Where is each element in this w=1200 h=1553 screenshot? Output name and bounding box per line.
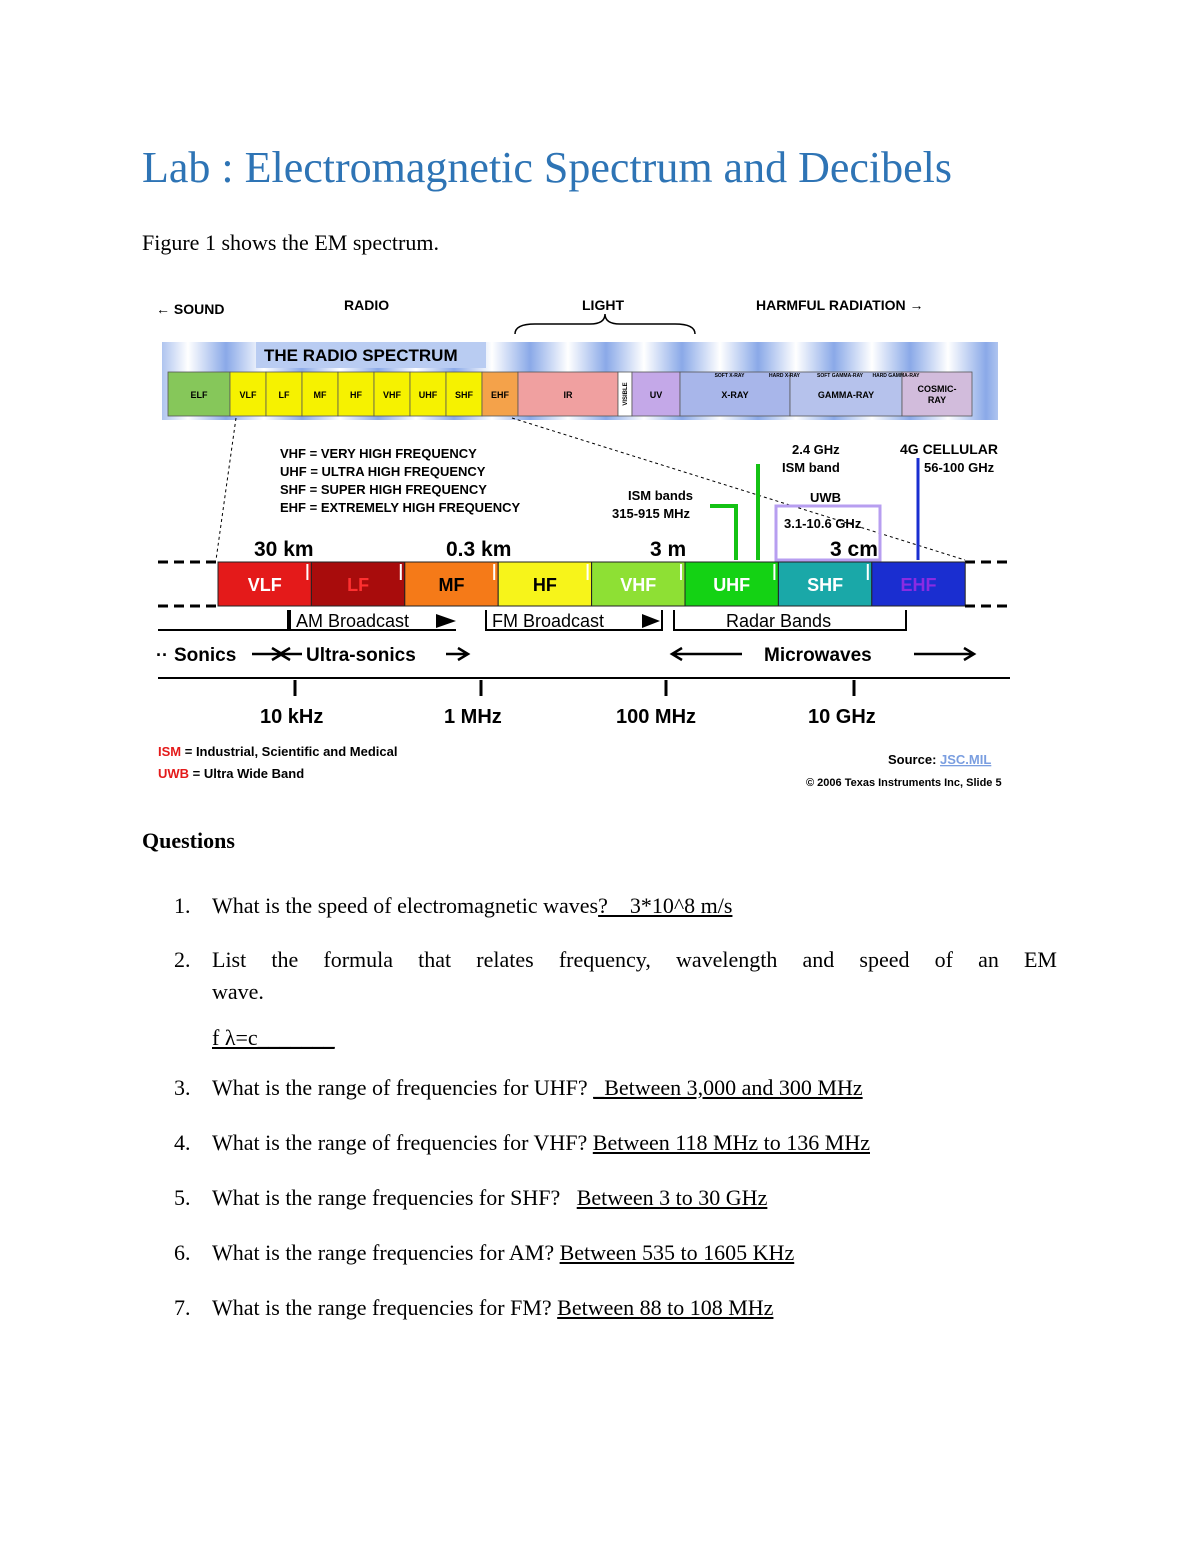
question-number: 5.: [174, 1185, 191, 1210]
answer-text: ? 3*10^8 m/s: [598, 893, 733, 918]
top-band-label-visible: VISIBLE: [623, 382, 629, 406]
spectrum-title: THE RADIO SPECTRUM: [264, 346, 458, 365]
question-7: [142, 1292, 1057, 1324]
top-band-label-uv: UV: [649, 390, 663, 400]
uwb-label: UWB: [810, 490, 842, 505]
frequency-1mhz: 1 MHz: [444, 706, 502, 728]
answer-text: Between 88 to 108 MHz: [557, 1295, 774, 1320]
main-band-row: [218, 562, 965, 606]
sub-band-label: SOFT X-RAY: [714, 373, 745, 379]
legend-uwb: UWB = Ultra Wide Band: [158, 766, 305, 781]
zoom-line-right: [512, 418, 965, 560]
wavelength-3cm: 3 cm: [830, 538, 878, 561]
microwaves-left-arrow: [672, 648, 742, 660]
wavelength-3m: 3 m: [650, 538, 687, 561]
definition-uhf: UHF = ULTRA HIGH FREQUENCY: [280, 464, 486, 479]
microwaves-right-arrow: [914, 648, 974, 660]
top-band-label-uhf: UHF: [418, 390, 438, 400]
answer-text: Between 118 MHz to 136 MHz: [592, 1130, 870, 1155]
zoom-line-left: [216, 418, 236, 560]
question-5: [142, 1182, 1057, 1214]
em-spectrum-figure: [150, 288, 1030, 798]
question-4: [142, 1127, 1057, 1159]
fm-broadcast-arrow: [642, 614, 660, 628]
definition-ehf: EHF = EXTREMELY HIGH FREQUENCY: [280, 500, 521, 515]
top-band-label-mf: MF: [313, 390, 327, 400]
answer-text: f λ=c_______: [212, 1025, 335, 1050]
question-text: What is the range of frequencies for UHF?: [212, 1075, 594, 1100]
ism-bands-range: 315-915 MHz: [612, 506, 691, 521]
question-text: What is the range frequencies for SHF?: [212, 1185, 577, 1210]
top-band-label-lf: LF: [278, 390, 290, 400]
ultra-sonics-arrow: [446, 648, 468, 660]
sonics-arrows: [252, 648, 302, 660]
ultra-sonics-label: Ultra-sonics: [306, 645, 416, 666]
top-band-label-ehf: EHF: [491, 390, 509, 400]
wavelength-30km: 30 km: [254, 538, 314, 561]
question-number: 7.: [174, 1295, 191, 1320]
answer-text: _Between 3,000 and 300 MHz: [593, 1075, 863, 1100]
cellular-range: 56-100 GHz: [924, 460, 995, 475]
question-number: 6.: [174, 1240, 191, 1265]
copyright: © 2006 Texas Instruments Inc, Slide 5: [806, 777, 1002, 789]
main-band-label-shf: SHF: [807, 575, 844, 595]
question-number: 1.: [174, 893, 191, 918]
sub-band-label: SOFT GAMMA-RAY: [817, 373, 863, 379]
top-band-label-x-ray: X-RAY: [721, 390, 749, 400]
fm-broadcast-label: FM Broadcast: [492, 611, 605, 631]
am-broadcast-label: AM Broadcast: [296, 611, 410, 631]
cellular-label: 4G CELLULAR: [900, 441, 998, 457]
top-band-label-vlf: VLF: [239, 390, 257, 400]
question-text: What is the range frequencies for AM?: [212, 1240, 560, 1265]
top-band-label-elf: ELF: [190, 390, 208, 400]
question-text: What is the range of frequencies for VHF?: [212, 1130, 593, 1155]
top-band-label-shf: SHF: [455, 390, 473, 400]
definition-vhf: VHF = VERY HIGH FREQUENCY: [280, 446, 477, 461]
answer-text: Between 535 to 1605 KHz: [559, 1240, 795, 1265]
microwaves-label: Microwaves: [764, 645, 872, 666]
frequency-10ghz: 10 GHz: [808, 706, 876, 728]
question-text-line1: List the formula that relates frequency, wavelength and speed of an EM: [212, 947, 1057, 972]
top-band-label-gamma-ray: GAMMA-RAY: [817, 390, 875, 400]
question-number: 2.: [174, 947, 191, 972]
light-label: LIGHT: [582, 297, 624, 313]
main-band-label-lf: LF: [347, 575, 370, 595]
light-brace: [515, 314, 695, 334]
question-3: [142, 1072, 1057, 1104]
ism-bands-label: ISM bands: [628, 488, 694, 503]
main-band-label-mf: MF: [438, 575, 465, 595]
question-text: What is the speed of electromagnetic waves: [212, 893, 599, 918]
sub-band-label: HARD X-RAY: [769, 373, 800, 379]
sonics-prefix: ··: [156, 645, 168, 665]
ism-bands-marker: [710, 506, 736, 560]
main-band-label-vhf: VHF: [620, 575, 657, 595]
definition-shf: SHF = SUPER HIGH FREQUENCY: [280, 482, 487, 497]
question-number: 3.: [174, 1075, 191, 1100]
sound-label: ← SOUND: [156, 301, 225, 317]
top-band-label-cosmic-ray: COSMIC-RAY: [917, 384, 957, 405]
question-text-line2: wave.: [212, 979, 264, 1004]
main-band-label-hf: HF: [532, 575, 557, 595]
uwb-range: 3.1-10.6 GHz: [784, 516, 862, 531]
question-list: [142, 890, 1057, 1324]
frequency-10khz: 10 kHz: [260, 706, 324, 728]
top-band-label-ir: IR: [563, 390, 573, 400]
source-credit: Source: JSC.MIL: [888, 752, 992, 767]
harmful-label: HARMFUL RADIATION →: [756, 297, 924, 313]
main-band-label-vlf: VLF: [247, 575, 282, 595]
am-broadcast-arrow: [436, 614, 456, 628]
top-band-label-hf: HF: [350, 390, 362, 400]
sonics-label: Sonics: [174, 645, 237, 666]
sub-band-label: HARD GAMMA-RAY: [872, 373, 920, 379]
radar-bands-label: Radar Bands: [726, 611, 832, 631]
question-2: [142, 944, 1057, 1054]
legend-ism: ISM = Industrial, Scientific and Medical: [158, 744, 398, 759]
question-1: [142, 890, 1057, 922]
am-bracket: [158, 610, 288, 630]
questions-heading: Questions: [142, 828, 235, 853]
ism-24-band: ISM band: [782, 460, 840, 475]
main-band-label-uhf: UHF: [713, 575, 751, 595]
top-band-label-vhf: VHF: [383, 390, 401, 400]
radio-label: RADIO: [344, 297, 390, 313]
main-band-label-ehf: EHF: [900, 575, 937, 595]
wavelength-0-3km: 0.3 km: [446, 538, 512, 561]
ism-24-label: 2.4 GHz: [792, 442, 840, 457]
question-6: [142, 1237, 1057, 1269]
question-text: What is the range frequencies for FM?: [212, 1295, 558, 1320]
answer-text: Between 3 to 30 GHz: [576, 1185, 768, 1210]
top-band-row: [168, 372, 972, 416]
definitions-block: [280, 446, 521, 515]
question-number: 4.: [174, 1130, 191, 1155]
intro-text: Figure 1 shows the EM spectrum.: [142, 230, 439, 255]
page-title: Lab : Electromagnetic Spectrum and Decibels: [142, 143, 953, 192]
frequency-100mhz: 100 MHz: [616, 706, 697, 728]
